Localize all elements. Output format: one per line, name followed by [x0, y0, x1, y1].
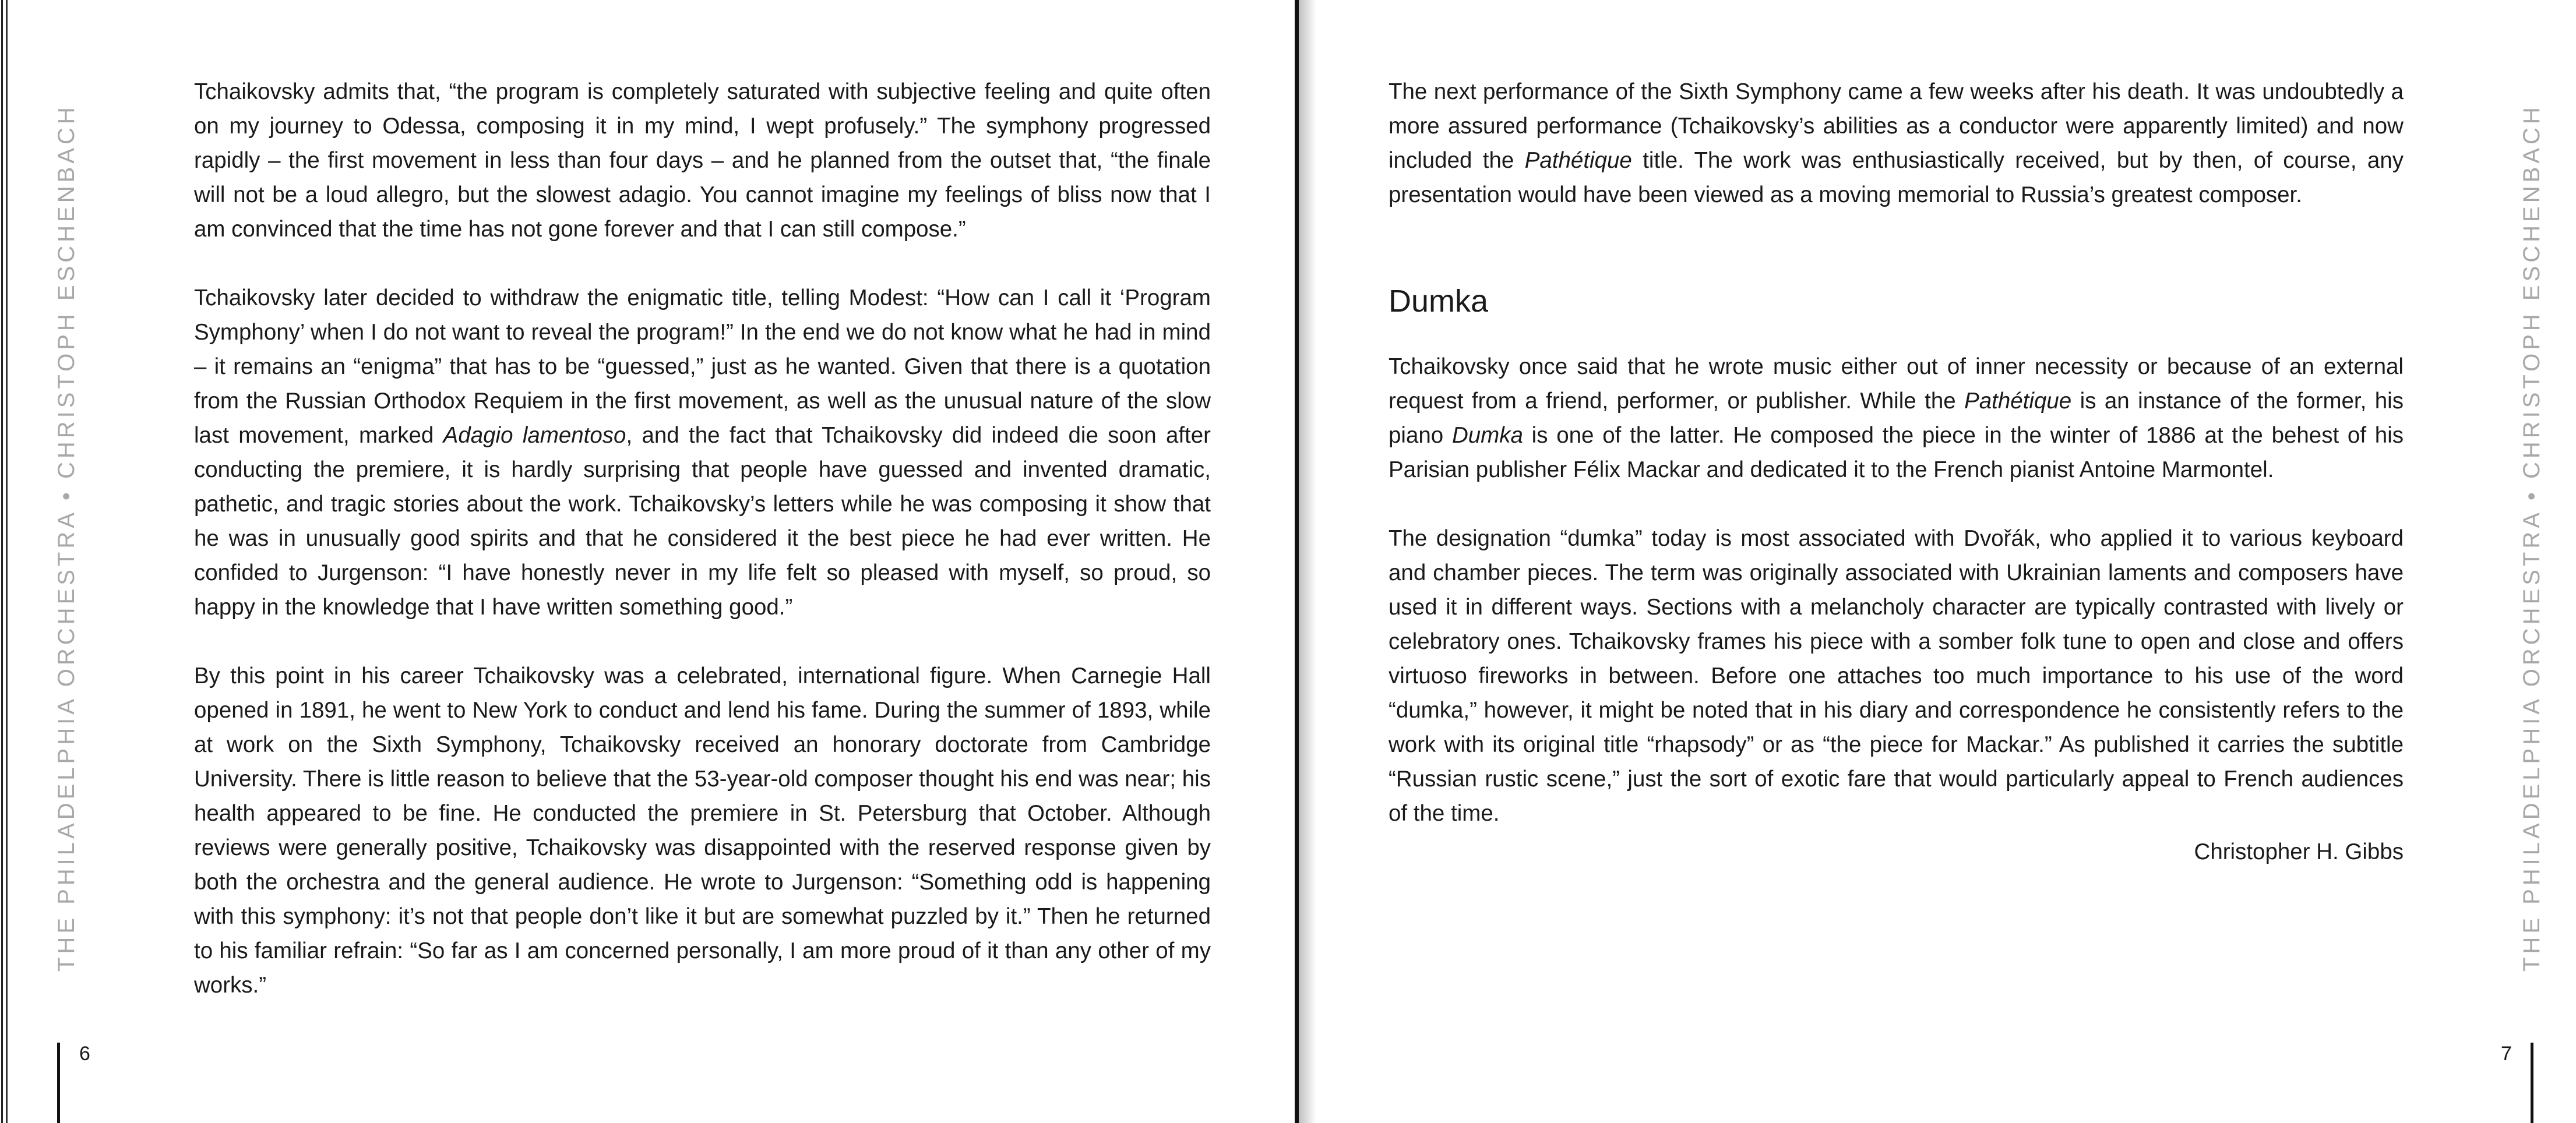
text: Tchaikovsky once said that he wrote music either out of inner necessity or because of an external request from a friend, performer, or publisher. While the	[1389, 354, 2404, 414]
running-head: THE PHILADELPHIA ORCHESTRA • CHRISTOPH ESCHENBACH	[2519, 104, 2545, 972]
paragraph	[1389, 521, 2404, 831]
page-edge	[1, 0, 3, 1123]
author-signature: Christopher H. Gibbs	[2194, 839, 2404, 864]
page-number-rule	[57, 1043, 60, 1123]
italic-text: Dumka	[1451, 423, 1523, 448]
paragraph	[1389, 349, 2404, 487]
text: title. The work was enthusiastically received, but by then, of course, any presentation would have been viewed as a moving memorial to Russia’s greatest composer.	[1389, 148, 2404, 207]
text: Tchaikovsky admits that, “the program is completely saturated with subjective feeling and quite often on my journey to Odessa, composing it in my mind, I wept profusely.” The symphony progressed rapidly – the first movement in less than four days – and he planned from the outset that, “the finale will not be a loud allegro, but the slowest adagio. You cannot imagine my feelings of bliss now that I am convinced that the time has not gone forever and that I can still compose.”	[194, 79, 1211, 242]
page-number-rule	[2531, 1043, 2533, 1123]
text: By this point in his career Tchaikovsky was a celebrated, international figure. When Carnegie Hall opened in 1891, he went to New York to conduct and lend his fame. During the summer of 1893, while at work on the Sixth Symphony, Tchaikovsky received an honorary doctorate from Cambridge University. There is little reason to believe that the 53-year-old composer thought his end was near; his health appeared to be fine. He conducted the premiere in St. Petersburg that October. Although reviews were generally positive, Tchaikovsky was disappointed with the reserved response given by both the orchestra and the general audience. He wrote to Jurgenson: “Something odd is happening with this symphony: it’s not that people don’t like it but are somewhat puzzled by it.” Then he returned to his familiar refrain: “So far as I am concerned personally, I am more proud of it than any other of my works.”	[194, 663, 1211, 998]
body-text	[194, 75, 1211, 1037]
running-head: THE PHILADELPHIA ORCHESTRA • CHRISTOPH ESCHENBACH	[54, 104, 79, 972]
paragraph	[194, 75, 1211, 246]
body-text	[1389, 75, 2404, 869]
paragraph	[1389, 75, 2404, 212]
right-page	[1296, 0, 2576, 1123]
page-number: 6	[79, 1043, 90, 1065]
page-number: 7	[2501, 1043, 2512, 1065]
text: The designation “dumka” today is most associated with Dvořák, who applied it to various keyboard and chamber pieces. The term was originally associated with Ukrainian laments and composers have used it in different ways. Sections with a melancholy character are typically contrasted with lively or celebratory ones. Tchaikovsky frames his piece with a somber folk tune to open and close and offers virtuoso fireworks in between. Before one attaches too much importance to his use of the word “dumka,” however, it might be noted that in his diary and correspondence he consistently refers to the work with its original title “rhapsody” or as “the piece for Mackar.” As published it carries the subtitle “Russian rustic scene,” just the sort of exotic fare that would particularly appeal to French audiences of the time.	[1389, 526, 2404, 826]
italic-text: Adagio lamentoso	[443, 423, 626, 448]
text: The next performance of the Sixth Symphony came a few weeks after his death. It was undoubtedly a more assured performance (Tchaikovsky’s abilities as a conductor were apparently limited) and now included the	[1389, 79, 2404, 173]
italic-text: Pathétique	[1964, 389, 2072, 414]
paragraph	[194, 281, 1211, 624]
text: is one of the latter. He composed the piece in the winter of 1886 at the behest of his Parisian publisher Félix Mackar and dedicated it to the French pianist Antoine Marmontel.	[1389, 423, 2404, 482]
paragraph	[194, 659, 1211, 1002]
text: Tchaikovsky later decided to withdraw the enigmatic title, telling Modest: “How can I call it ‘Program Symphony’ when I do not want to reveal the program!” In the end we do not know what he had in mind – it remains an “enigma” that has to be “guessed,” just as he wanted. Given that there is a quotation from the Russian Orthodox Requiem in the first movement, as well as the unusual nature of the slow last movement, marked	[194, 285, 1211, 448]
page-edge	[6, 0, 8, 1123]
italic-text: Pathétique	[1524, 148, 1632, 173]
text: is an instance of the former, his piano	[1389, 389, 2404, 448]
text: , and the fact that Tchaikovsky did indeed die soon after conducting the premiere, it is hardly surprising that people have guessed and invented dramatic, pathetic, and tragic stories about the work. Tchaikovsky’s letters while he was composing it show that he was in unusually good spirits and that he considered it the best piece he had ever written. He confided to Jurgenson: “I have honestly never in my life felt so pleased with myself, so proud, so happy in the knowledge that I have written something good.”	[194, 423, 1211, 620]
section-heading: Dumka	[1389, 284, 1489, 319]
